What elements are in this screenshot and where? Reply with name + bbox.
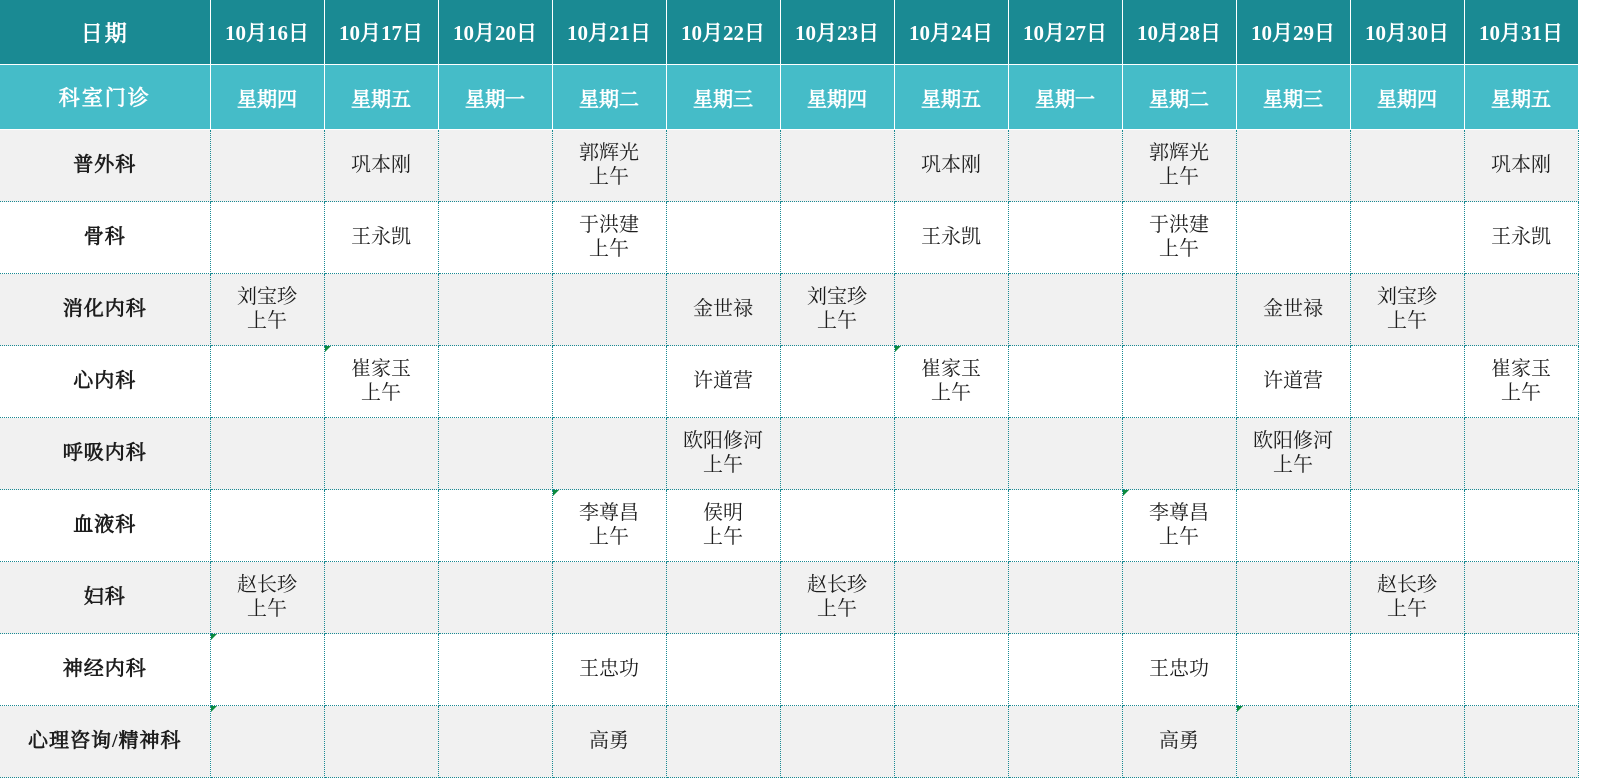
schedule-cell-empty [894,490,1008,562]
department-cell: 心内科 [0,346,210,418]
header-cell-weekday: 星期三 [666,65,780,130]
schedule-cell-empty [1008,706,1122,778]
schedule-cell-empty [1236,706,1350,778]
schedule-cell [666,346,780,418]
schedule-cell [1236,346,1350,418]
header-cell-date-label: 日期 [0,0,210,65]
header-cell-weekday: 星期四 [1350,65,1464,130]
schedule-cell-empty [324,274,438,346]
schedule-cell [666,418,780,490]
header-cell-weekday: 星期一 [1008,65,1122,130]
schedule-cell [552,490,666,562]
session-time: 上午 [1501,381,1541,404]
schedule-cell [1350,562,1464,634]
schedule-cell-empty [666,706,780,778]
schedule-cell-empty [780,418,894,490]
schedule-cell-empty [1008,274,1122,346]
schedule-cell-empty [894,562,1008,634]
schedule-cell-empty [324,706,438,778]
schedule-cell-empty [1008,490,1122,562]
schedule-cell-empty [780,634,894,706]
doctor-name: 刘宝珍 [237,285,297,308]
schedule-cell-empty [210,634,324,706]
schedule-cell [324,346,438,418]
header-cell-weekday: 星期一 [438,65,552,130]
schedule-cell-empty [552,562,666,634]
session-time: 上午 [1387,309,1427,332]
header-cell-date: 10月30日 [1350,0,1464,65]
schedule-cell [324,130,438,202]
schedule-cell-empty [1236,562,1350,634]
doctor-name: 刘宝珍 [807,285,867,308]
session-time: 上午 [361,381,401,404]
schedule-cell [1464,130,1578,202]
schedule-cell-empty [1464,418,1578,490]
schedule-cell-empty [1464,274,1578,346]
schedule-cell-empty [438,346,552,418]
schedule-cell-empty [894,418,1008,490]
schedule-cell-empty [1236,490,1350,562]
department-cell: 普外科 [0,130,210,202]
doctor-name: 崔家玉 [921,357,981,380]
schedule-cell-empty [1236,202,1350,274]
doctor-name: 王忠功 [1149,657,1209,680]
schedule-cell-empty [1008,634,1122,706]
table-row [0,274,1578,346]
schedule-cell [210,562,324,634]
header-cell-weekday: 星期四 [210,65,324,130]
table-row [0,490,1578,562]
header-cell-department-label: 科室门诊 [0,65,210,130]
schedule-cell-empty [438,418,552,490]
schedule-cell-empty [552,346,666,418]
session-time: 上午 [1273,453,1313,476]
header-cell-date: 10月27日 [1008,0,1122,65]
schedule-cell-empty [438,202,552,274]
doctor-name: 于洪建 [1149,213,1209,236]
schedule-cell-empty [438,634,552,706]
schedule-cell-empty [438,274,552,346]
schedule-cell-empty [324,490,438,562]
schedule-cell [324,202,438,274]
schedule-cell-empty [438,130,552,202]
schedule-cell [552,130,666,202]
doctor-name: 赵长珍 [237,573,297,596]
schedule-cell-empty [324,562,438,634]
header-cell-date: 10月31日 [1464,0,1578,65]
schedule-cell [210,274,324,346]
schedule-cell [1122,706,1236,778]
schedule-cell-empty [210,202,324,274]
table-row [0,706,1578,778]
schedule-cell [1122,634,1236,706]
schedule-cell [552,706,666,778]
session-time: 上午 [703,453,743,476]
schedule-cell-empty [210,490,324,562]
doctor-name: 高勇 [1159,729,1199,752]
department-cell: 妇科 [0,562,210,634]
schedule-cell-empty [1464,634,1578,706]
department-cell: 血液科 [0,490,210,562]
header-cell-weekday: 星期二 [1122,65,1236,130]
schedule-cell-empty [324,418,438,490]
schedule-cell-empty [1350,202,1464,274]
header-cell-weekday: 星期五 [324,65,438,130]
schedule-cell-empty [894,706,1008,778]
doctor-name: 李尊昌 [1149,501,1209,524]
schedule-cell-empty [666,634,780,706]
table-row [0,346,1578,418]
schedule-cell [1122,130,1236,202]
doctor-name: 侯明 [703,501,743,524]
department-cell: 心理咨询/精神科 [0,706,210,778]
schedule-cell-empty [666,562,780,634]
schedule-cell [1464,202,1578,274]
header-cell-weekday: 星期四 [780,65,894,130]
schedule-cell-empty [438,706,552,778]
schedule-cell-empty [438,562,552,634]
doctor-name: 王永凯 [921,225,981,248]
doctor-name: 金世禄 [1263,297,1323,320]
doctor-name: 巩本刚 [921,153,981,176]
table-row [0,202,1578,274]
schedule-cell-empty [780,202,894,274]
schedule-cell-empty [210,418,324,490]
session-time: 上午 [1159,237,1199,260]
department-cell: 消化内科 [0,274,210,346]
session-time: 上午 [817,597,857,620]
doctor-name: 李尊昌 [579,501,639,524]
schedule-cell-empty [1350,130,1464,202]
doctor-name: 赵长珍 [1377,573,1437,596]
doctor-name: 赵长珍 [807,573,867,596]
schedule-cell-empty [210,130,324,202]
schedule-cell-empty [780,130,894,202]
session-time: 上午 [589,237,629,260]
schedule-cell-empty [1122,346,1236,418]
header-cell-date: 10月17日 [324,0,438,65]
table-row [0,562,1578,634]
schedule-cell [780,562,894,634]
schedule-cell-empty [1464,706,1578,778]
session-time: 上午 [1387,597,1427,620]
doctor-name: 于洪建 [579,213,639,236]
table-header-dates-row [0,0,1578,65]
session-time: 上午 [247,597,287,620]
table-row [0,130,1578,202]
schedule-cell-empty [1008,130,1122,202]
schedule-cell-empty [1122,562,1236,634]
header-cell-date: 10月22日 [666,0,780,65]
header-cell-weekday: 星期三 [1236,65,1350,130]
session-time: 上午 [589,165,629,188]
doctor-name: 郭辉光 [579,141,639,164]
header-cell-date: 10月29日 [1236,0,1350,65]
schedule-cell-empty [1236,130,1350,202]
doctor-name: 许道营 [1263,369,1323,392]
schedule-cell-empty [1122,418,1236,490]
session-time: 上午 [931,381,971,404]
schedule-cell [1122,490,1236,562]
table-row [0,418,1578,490]
schedule-cell [666,490,780,562]
schedule-cell [552,634,666,706]
doctor-name: 高勇 [589,729,629,752]
doctor-name: 巩本刚 [1491,153,1551,176]
session-time: 上午 [703,525,743,548]
schedule-cell-empty [324,634,438,706]
session-time: 上午 [817,309,857,332]
doctor-name: 郭辉光 [1149,141,1209,164]
schedule-cell [894,346,1008,418]
schedule-cell-empty [1350,418,1464,490]
schedule-cell-empty [1350,346,1464,418]
schedule-cell-empty [1350,490,1464,562]
schedule-cell [1464,346,1578,418]
schedule-cell-empty [552,274,666,346]
schedule-cell [780,274,894,346]
table-body [0,130,1578,778]
department-cell: 骨科 [0,202,210,274]
schedule-cell [552,202,666,274]
header-cell-date: 10月16日 [210,0,324,65]
schedule-cell-empty [894,634,1008,706]
schedule-cell-empty [210,346,324,418]
schedule-cell-empty [438,490,552,562]
schedule-cell-empty [780,490,894,562]
schedule-cell-empty [894,274,1008,346]
schedule-cell-empty [1008,562,1122,634]
schedule-cell-empty [1008,202,1122,274]
doctor-name: 欧阳修河 [683,429,763,452]
department-cell: 神经内科 [0,634,210,706]
doctor-name: 王永凯 [1491,225,1551,248]
header-cell-weekday: 星期五 [894,65,1008,130]
schedule-cell-empty [552,418,666,490]
department-cell: 呼吸内科 [0,418,210,490]
header-cell-date: 10月24日 [894,0,1008,65]
schedule-cell [1236,274,1350,346]
schedule-cell-empty [1008,418,1122,490]
schedule-cell-empty [1350,706,1464,778]
schedule-cell [894,202,1008,274]
header-cell-weekday: 星期五 [1464,65,1578,130]
header-cell-date: 10月23日 [780,0,894,65]
doctor-name: 欧阳修河 [1253,429,1333,452]
header-cell-weekday: 星期二 [552,65,666,130]
session-time: 上午 [1159,525,1199,548]
schedule-cell-empty [1464,562,1578,634]
header-cell-date: 10月21日 [552,0,666,65]
session-time: 上午 [247,309,287,332]
schedule-cell-empty [666,202,780,274]
doctor-name: 金世禄 [693,297,753,320]
schedule-cell [1350,274,1464,346]
doctor-name: 崔家玉 [1491,357,1551,380]
session-time: 上午 [589,525,629,548]
schedule-cell [1122,202,1236,274]
schedule-cell-empty [666,130,780,202]
doctor-name: 崔家玉 [351,357,411,380]
header-cell-date: 10月28日 [1122,0,1236,65]
session-time: 上午 [1159,165,1199,188]
doctor-name: 巩本刚 [351,153,411,176]
doctor-name: 刘宝珍 [1377,285,1437,308]
schedule-cell-empty [780,346,894,418]
table-row [0,634,1578,706]
table-header-weekday-row [0,65,1578,130]
schedule-cell-empty [1464,490,1578,562]
schedule-cell-empty [1008,346,1122,418]
schedule-cell-empty [1350,634,1464,706]
schedule-cell [1236,418,1350,490]
schedule-cell-empty [1236,634,1350,706]
schedule-cell [666,274,780,346]
schedule-cell-empty [210,706,324,778]
doctor-name: 王忠功 [579,657,639,680]
schedule-cell-empty [1122,274,1236,346]
doctor-name: 王永凯 [351,225,411,248]
doctor-name: 许道营 [693,369,753,392]
schedule-cell [894,130,1008,202]
header-cell-date: 10月20日 [438,0,552,65]
schedule-cell-empty [780,706,894,778]
